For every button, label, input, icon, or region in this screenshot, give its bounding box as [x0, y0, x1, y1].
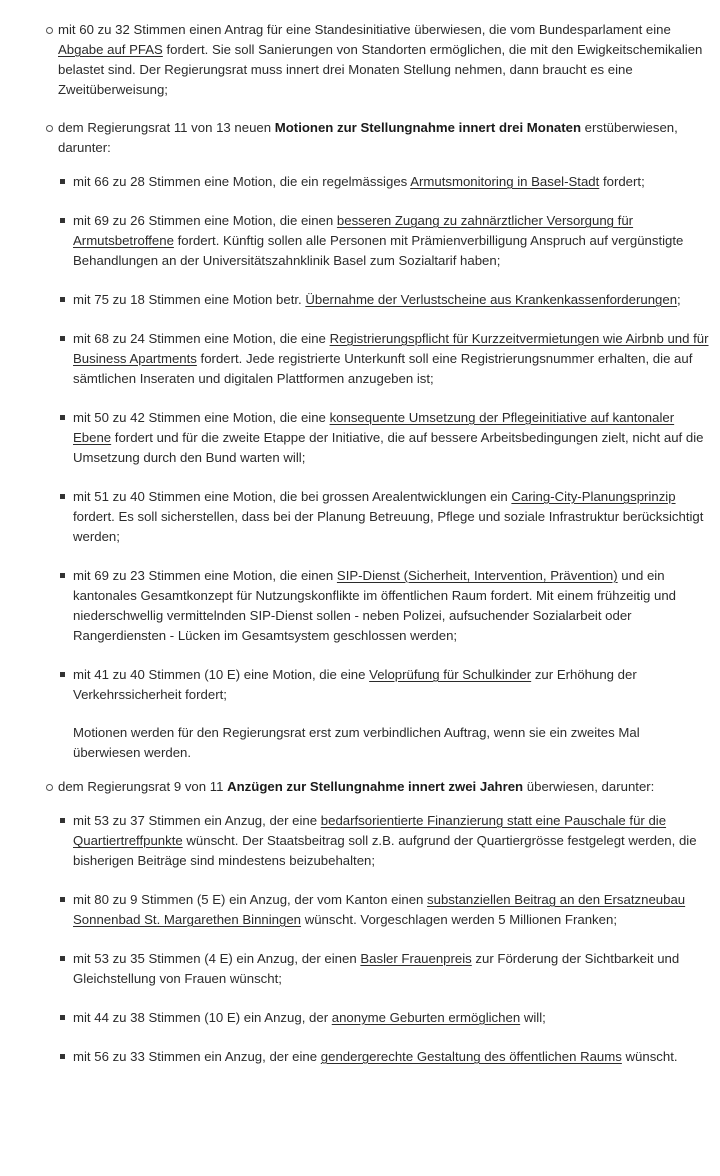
- list-item: [58, 1008, 710, 1028]
- list-item: [40, 777, 710, 1067]
- item-text: fordert. Sie soll Sanierungen von Standorten ermöglichen, die mit den Ewigkeitschemikalien belastet sind. Der Regierungsrat muss innert drei Monaten Stellung nehmen, dann braucht es eine Zweitüberweisung;: [58, 42, 703, 97]
- list-item: [58, 408, 710, 468]
- item-text: und ein kantonales Gesamtkonzept für Nutzungskonflikte im öffentlichen Raum fordert. Mit einem frühzeitig und niederschwellig vermittelnden SIP-Dienst sollen - neben Polizei, aufsuchender Sozialarbeit oder Rangerdiensten - Lücken im Gesamtsystem geschlossen werden;: [73, 568, 677, 643]
- item-text: mit 50 zu 42 Stimmen eine Motion, die eine: [73, 410, 330, 425]
- list-item: [58, 949, 710, 989]
- item-text: will;: [520, 1010, 546, 1025]
- item-text: ;: [677, 292, 681, 307]
- item-text: erstüberwiesen, darunter:: [58, 120, 678, 155]
- decision-list: [40, 20, 710, 1067]
- link-sip-dienst[interactable]: SIP-Dienst (Sicherheit, Intervention, Prävention): [336, 568, 618, 583]
- item-bold: Motionen zur Stellungnahme innert drei Monaten: [274, 120, 582, 135]
- link-velopruefung[interactable]: Veloprüfung für Schulkinder: [369, 667, 532, 682]
- item-text: mit 66 zu 28 Stimmen eine Motion, die ein regelmässiges: [73, 174, 411, 189]
- item-text: mit 60 zu 32 Stimmen einen Antrag für eine Standesinitiative überwiesen, die vom Bundesparlament eine: [58, 22, 671, 37]
- list-item: [58, 172, 710, 192]
- item-text: fordert;: [599, 174, 645, 189]
- list-item: [58, 566, 710, 646]
- item-text: wünscht.: [621, 1049, 678, 1064]
- link-pfas[interactable]: Abgabe auf PFAS: [58, 42, 163, 57]
- list-item: [58, 211, 710, 271]
- item-text: mit 44 zu 38 Stimmen (10 E) ein Anzug, der: [73, 1010, 332, 1025]
- item-text: mit 51 zu 40 Stimmen eine Motion, die bei grossen Arealentwicklungen ein: [73, 489, 512, 504]
- motion-note: Motionen werden für den Regierungsrat erst zum verbindlichen Auftrag, wenn sie ein zweites Mal überwiesen werden.: [73, 725, 640, 760]
- item-text: mit 53 zu 35 Stimmen (4 E) ein Anzug, der einen: [73, 951, 361, 966]
- item-text: wünscht. Vorgeschlagen werden 5 Millionen Franken;: [301, 912, 617, 927]
- item-bold: Anzügen zur Stellungnahme innert zwei Jahren: [227, 779, 524, 794]
- link-verlustscheine[interactable]: Übernahme der Verlustscheine aus Krankenkassenforderungen: [305, 292, 678, 307]
- link-gendergerechte-gestaltung[interactable]: gendergerechte Gestaltung des öffentlichen Raums: [320, 1049, 622, 1064]
- item-text: dem Regierungsrat 11 von 13 neuen: [58, 120, 275, 135]
- list-item: [40, 20, 710, 100]
- list-item: [58, 1047, 710, 1067]
- anzug-list: [58, 811, 710, 1067]
- item-text: fordert. Es soll sicherstellen, dass bei der Planung Betreuung, Pflege und soziale Infrastruktur berücksichtigt werden;: [73, 509, 704, 544]
- list-item: [58, 811, 710, 871]
- list-item: [58, 290, 710, 310]
- motion-list: [58, 172, 710, 705]
- link-registrierungspflicht[interactable]: Registrierungspflicht für Kurzzeitvermietungen wie Airbnb und für Business Apartments: [73, 331, 709, 366]
- item-text: fordert. Künftig sollen alle Personen mit Prämienverbilligung Anspruch auf vergünstigte Behandlungen an der Universitätszahnklinik Basel zum Sozialtarif haben;: [73, 233, 684, 268]
- item-text: mit 53 zu 37 Stimmen ein Anzug, der eine: [73, 813, 321, 828]
- item-text: zur Förderung der Sichtbarkeit und Gleichstellung von Frauen wünscht;: [73, 951, 680, 986]
- item-text: mit 69 zu 26 Stimmen eine Motion, die einen: [73, 213, 337, 228]
- link-pflegeinitiative[interactable]: konsequente Umsetzung der Pflegeinitiative auf kantonaler Ebene: [73, 410, 675, 445]
- item-text: mit 68 zu 24 Stimmen eine Motion, die eine: [73, 331, 330, 346]
- item-text: fordert. Jede registrierte Unterkunft soll eine Registrierungsnummer erhalten, die auf sämtlichen Inseraten und digitalen Plattformen anzugeben ist;: [73, 351, 693, 386]
- link-caring-city[interactable]: Caring-City-Planungsprinzip: [511, 489, 676, 504]
- item-text: fordert und für die zweite Etappe der Initiative, die auf bessere Arbeitsbedingungen zielt, nicht auf die Umsetzung durch den Bund warten will;: [73, 430, 704, 465]
- list-item: [58, 487, 710, 547]
- link-frauenpreis[interactable]: Basler Frauenpreis: [360, 951, 472, 966]
- link-armutsmonitoring[interactable]: Armutsmonitoring in Basel-Stadt: [410, 174, 600, 189]
- link-anonyme-geburten[interactable]: anonyme Geburten ermöglichen: [331, 1010, 521, 1025]
- link-zahnaerztliche-versorgung[interactable]: besseren Zugang zu zahnärztlicher Versorgung für Armutsbetroffene: [73, 213, 634, 248]
- link-quartiertreffpunkte[interactable]: bedarfsorientierte Finanzierung statt eine Pauschale für die Quartiertreffpunkte: [73, 813, 667, 848]
- item-text: mit 56 zu 33 Stimmen ein Anzug, der eine: [73, 1049, 321, 1064]
- list-item: [58, 890, 710, 930]
- item-text: überwiesen, darunter:: [523, 779, 655, 794]
- item-text: mit 69 zu 23 Stimmen eine Motion, die einen: [73, 568, 337, 583]
- link-sonnenbad[interactable]: substanziellen Beitrag an den Ersatzneubau Sonnenbad St. Margarethen Binningen: [73, 892, 686, 927]
- list-item: [58, 665, 710, 705]
- item-text: wünscht. Der Staatsbeitrag soll z.B. aufgrund der Quartiergrösse festgelegt werden, die bisherigen Beiträge sind mindestens beizubehalten;: [73, 833, 697, 868]
- item-text: mit 75 zu 18 Stimmen eine Motion betr.: [73, 292, 306, 307]
- item-text: dem Regierungsrat 9 von 11: [58, 779, 228, 794]
- list-item: [58, 329, 710, 389]
- item-text: mit 80 zu 9 Stimmen (5 E) ein Anzug, der vom Kanton einen: [73, 892, 428, 907]
- list-item: [40, 118, 710, 763]
- item-text: mit 41 zu 40 Stimmen (10 E) eine Motion, die eine: [73, 667, 370, 682]
- item-text: zur Erhöhung der Verkehrssicherheit fordert;: [73, 667, 637, 702]
